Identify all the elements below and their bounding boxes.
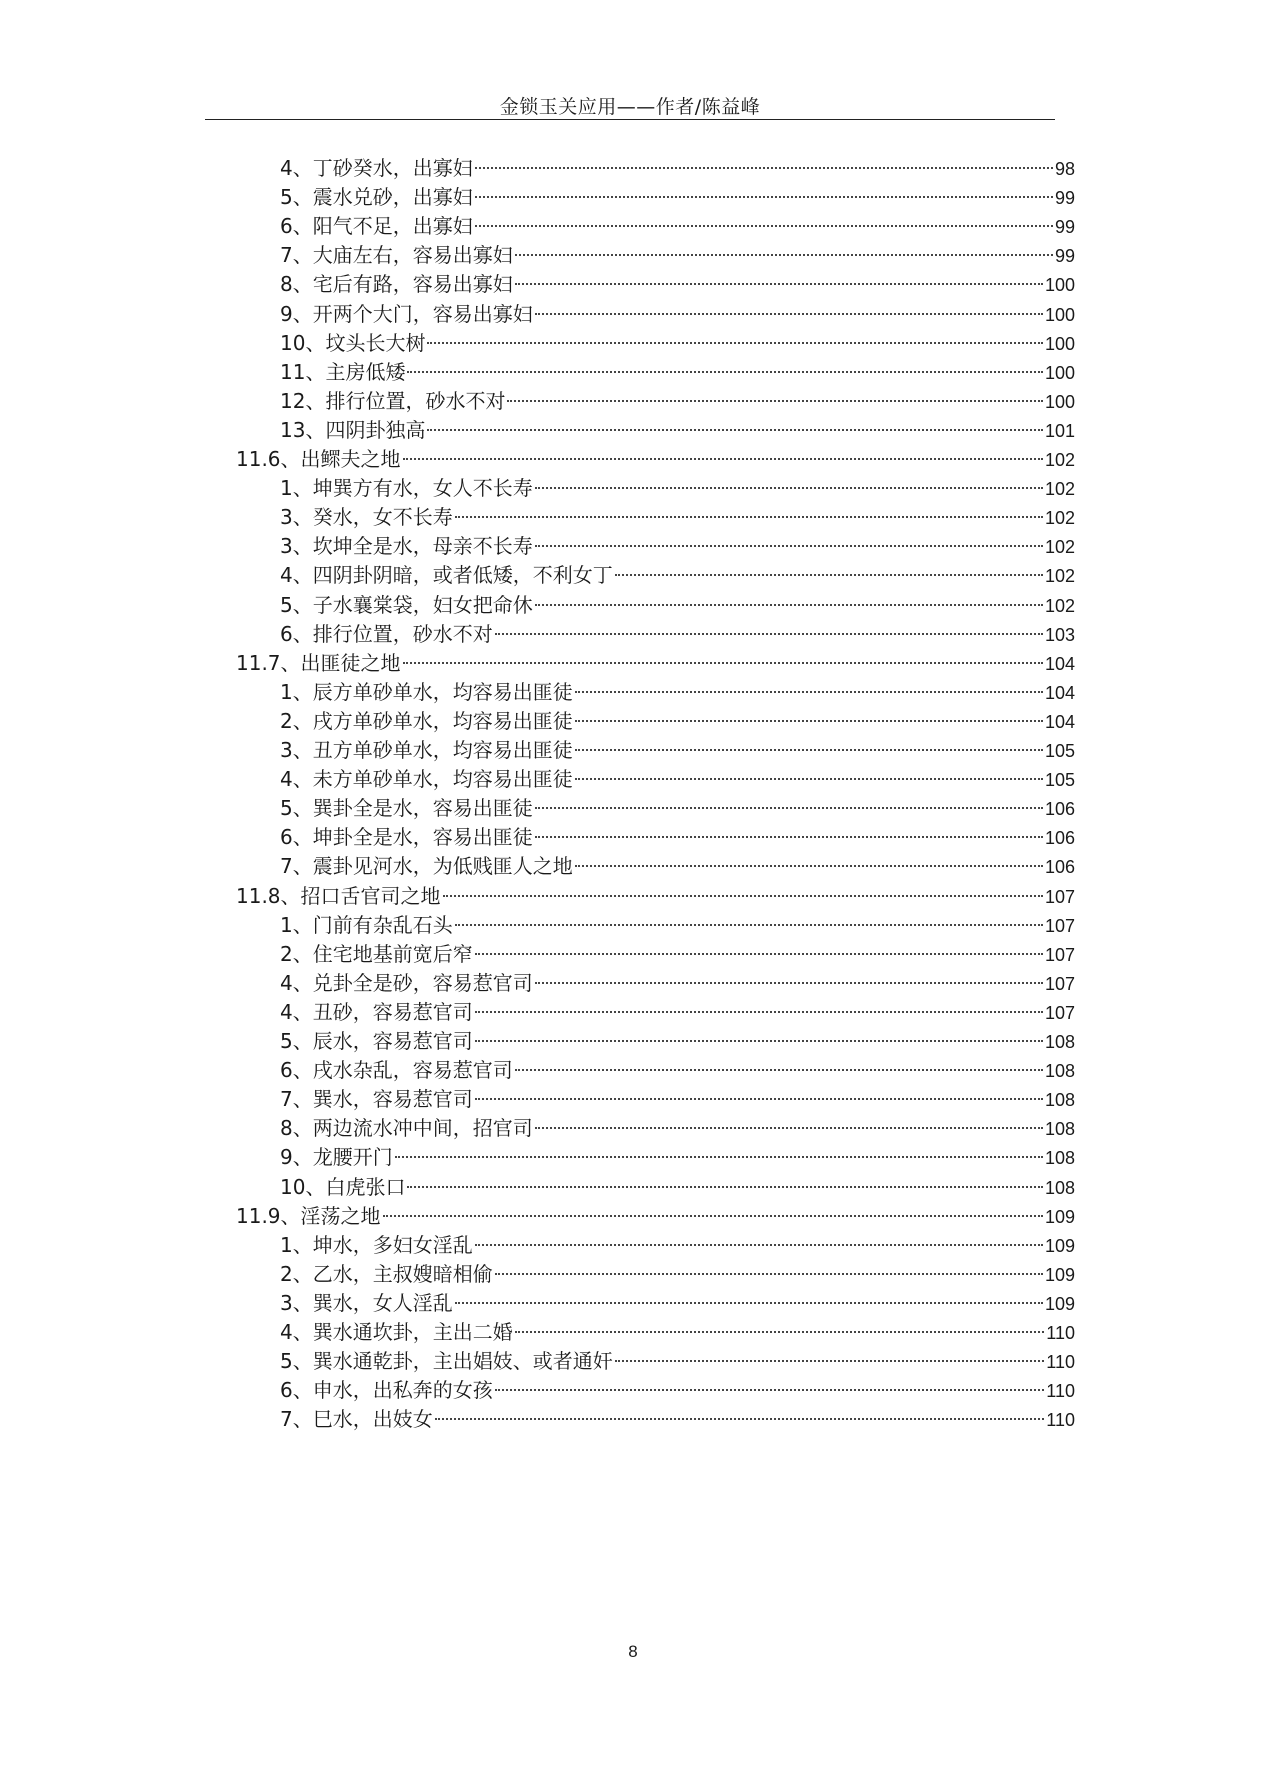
dot-leader — [443, 895, 1043, 897]
toc-entry-label: 3、巽水，女人淫乱 — [280, 1290, 453, 1315]
toc-entry-page: 104 — [1044, 711, 1075, 732]
toc-entry-page: 102 — [1044, 595, 1075, 616]
dot-leader — [535, 982, 1043, 984]
toc-entry-page: 107 — [1044, 973, 1075, 994]
toc-entry-page: 99 — [1054, 246, 1075, 267]
toc-entry[interactable] — [280, 268, 1075, 301]
toc-entry-page: 109 — [1044, 1235, 1075, 1256]
toc-entry[interactable] — [280, 385, 1075, 418]
toc-entry-page: 100 — [1044, 275, 1075, 296]
toc-entry-label: 11.6、出鳏夫之地 — [236, 447, 401, 471]
dot-leader — [475, 1011, 1043, 1013]
toc-entry-label: 1、坤水，多妇女淫乱 — [280, 1232, 473, 1257]
toc-entry-label: 3、坎坤全是水，母亲不长寿 — [280, 534, 533, 559]
toc-entry-page: 109 — [1044, 1206, 1075, 1227]
toc-entry-label: 5、子水襄棠袋，妇女把命休 — [280, 592, 533, 617]
toc-entry-label: 9、开两个大门，容易出寡妇 — [280, 301, 533, 326]
toc-entry[interactable] — [280, 414, 1075, 447]
toc-entry-label: 4、丑砂，容易惹官司 — [280, 999, 473, 1024]
toc-entry[interactable] — [280, 1141, 1075, 1174]
toc-entry-page: 101 — [1044, 420, 1075, 441]
toc-entry[interactable] — [280, 705, 1075, 738]
toc-entry-label: 3、癸水，女不长寿 — [280, 505, 453, 530]
toc-entry-page: 110 — [1046, 1381, 1075, 1402]
dot-leader — [455, 924, 1043, 926]
dot-leader — [475, 953, 1043, 955]
toc-entry-page: 108 — [1044, 1119, 1075, 1140]
dot-leader — [475, 1040, 1043, 1042]
page-number: 8 — [628, 1642, 638, 1661]
running-header: 金锁玉关应用——作者/陈益峰 — [499, 96, 761, 118]
dot-leader — [535, 545, 1043, 547]
toc-entry[interactable] — [280, 589, 1075, 622]
toc-entry-label: 7、巽水，容易惹官司 — [280, 1087, 473, 1112]
toc-entry[interactable] — [280, 763, 1075, 796]
toc-entry[interactable] — [280, 530, 1075, 563]
toc-entry-page: 105 — [1044, 770, 1075, 791]
dot-leader — [575, 749, 1043, 751]
toc-entry-page: 109 — [1044, 1293, 1075, 1314]
dot-leader — [427, 342, 1043, 344]
toc-entry-page: 108 — [1044, 1148, 1075, 1169]
toc-entry-page: 99 — [1054, 217, 1075, 238]
toc-entry[interactable] — [280, 1025, 1075, 1058]
toc-entry[interactable] — [280, 327, 1075, 360]
toc-entry-label: 6、申水，出私奔的女孩 — [280, 1378, 493, 1403]
dot-leader — [575, 778, 1043, 780]
dot-leader — [515, 1069, 1043, 1071]
toc-entry[interactable] — [280, 676, 1075, 709]
toc-entry-label: 6、阳气不足，出寡妇 — [280, 214, 473, 239]
toc-entry[interactable] — [280, 1374, 1075, 1407]
toc-entry-page: 102 — [1044, 566, 1075, 587]
toc-entry-label: 1、门前有杂乱石头 — [280, 912, 453, 937]
toc-section-entry[interactable] — [236, 443, 1075, 476]
dot-leader — [535, 313, 1043, 315]
toc-entry[interactable] — [280, 1316, 1075, 1349]
toc-entry-page: 106 — [1044, 828, 1075, 849]
toc-entry-page: 110 — [1046, 1352, 1075, 1373]
toc-entry-page: 104 — [1044, 682, 1075, 703]
toc-entry-label: 11.9、淫荡之地 — [236, 1203, 381, 1228]
toc-entry[interactable] — [280, 967, 1075, 1000]
dot-leader — [535, 1127, 1043, 1129]
toc-entry[interactable] — [280, 298, 1075, 331]
toc-entry[interactable] — [280, 1229, 1075, 1262]
dot-leader — [475, 196, 1053, 198]
toc-entry-page: 102 — [1044, 450, 1075, 470]
toc-entry[interactable] — [280, 938, 1075, 971]
toc-entry-page: 103 — [1044, 624, 1075, 645]
toc-entry-page: 100 — [1044, 333, 1075, 354]
dot-leader — [407, 1186, 1043, 1188]
dot-leader — [515, 254, 1053, 256]
dot-leader — [407, 371, 1043, 373]
dot-leader — [495, 1273, 1043, 1275]
toc-entry-page: 110 — [1046, 1410, 1075, 1431]
toc-section-entry[interactable] — [236, 1200, 1075, 1233]
toc-entry[interactable] — [280, 821, 1075, 854]
dot-leader — [515, 1331, 1045, 1333]
toc-entry-label: 3、丑方单砂单水，均容易出匪徒 — [280, 738, 573, 762]
dot-leader — [575, 691, 1043, 693]
toc-entry-label: 13、四阴卦独高 — [280, 417, 426, 442]
dot-leader — [455, 1302, 1043, 1304]
toc-entry[interactable] — [280, 1171, 1075, 1204]
toc-entry-page: 102 — [1044, 479, 1075, 500]
dot-leader — [507, 400, 1043, 402]
toc-entry-label: 1、坤巽方有水，女人不长寿 — [280, 476, 533, 501]
toc-entry-label: 5、巽卦全是水，容易出匪徒 — [280, 796, 533, 821]
toc-entry[interactable] — [280, 850, 1075, 883]
toc-entry-label: 7、震卦见河水，为低贱匪人之地 — [280, 854, 573, 879]
toc-entry-label: 11.8、招口舌官司之地 — [236, 883, 441, 908]
toc-entry-label: 6、排行位置，砂水不对 — [280, 621, 493, 646]
toc-entry-page: 104 — [1044, 653, 1075, 674]
toc-entry-page: 108 — [1044, 1061, 1075, 1082]
dot-leader — [475, 225, 1053, 227]
toc-entry-label: 2、住宅地基前宽后窄 — [280, 941, 473, 966]
toc-entry-label: 2、戌方单砂单水，均容易出匪徒 — [280, 708, 573, 733]
toc-entry[interactable] — [280, 1403, 1075, 1436]
toc-entry[interactable] — [280, 472, 1075, 505]
dot-leader — [615, 574, 1043, 576]
toc-entry-label: 10、坟头长大树 — [280, 330, 426, 355]
dot-leader — [395, 1156, 1043, 1158]
toc-entry-page: 106 — [1044, 857, 1075, 878]
toc-entry-page: 100 — [1044, 362, 1075, 383]
dot-leader — [535, 487, 1043, 489]
toc-entry[interactable] — [280, 1345, 1075, 1378]
dot-leader — [575, 865, 1043, 867]
toc-entry-page: 102 — [1044, 508, 1075, 529]
toc-entry[interactable] — [280, 909, 1075, 942]
dot-leader — [495, 633, 1043, 635]
dot-leader — [615, 1360, 1045, 1362]
toc-entry-label: 4、巽水通坎卦，主出二婚 — [280, 1320, 513, 1344]
toc-entry-page: 105 — [1044, 741, 1075, 761]
toc-entry-label: 8、宅后有路，容易出寡妇 — [280, 272, 513, 297]
toc-entry-label: 6、坤卦全是水，容易出匪徒 — [280, 825, 533, 850]
dot-leader — [455, 516, 1043, 518]
toc-entry-page: 107 — [1044, 915, 1075, 936]
toc-entry-page: 108 — [1044, 1177, 1075, 1198]
toc-entry-label: 7、大庙左右，容易出寡妇 — [280, 243, 513, 268]
toc-entry-label: 9、龙腰开门 — [280, 1145, 393, 1170]
toc-entry-page: 100 — [1044, 391, 1075, 412]
dot-leader — [383, 1215, 1043, 1217]
toc-entry[interactable] — [280, 1258, 1075, 1291]
toc-entry-page: 98 — [1054, 159, 1075, 179]
dot-leader — [575, 720, 1043, 722]
toc-entry-label: 4、未方单砂单水，均容易出匪徒 — [280, 767, 573, 792]
dot-leader — [427, 429, 1043, 431]
dot-leader — [475, 1244, 1043, 1246]
dot-leader — [475, 1098, 1043, 1100]
toc-entry[interactable] — [280, 181, 1075, 214]
toc-entry-page: 110 — [1046, 1323, 1075, 1343]
toc-entry[interactable] — [280, 501, 1075, 534]
toc-entry[interactable] — [280, 239, 1075, 272]
toc-entry-label: 11.7、出匪徒之地 — [236, 650, 401, 675]
dot-leader — [535, 604, 1043, 606]
toc-entry-page: 102 — [1044, 537, 1075, 558]
toc-section-entry[interactable] — [236, 647, 1075, 680]
toc-entry-page: 109 — [1044, 1264, 1075, 1285]
toc-entry-label: 4、四阴卦阴暗，或者低矮，不利女丁 — [280, 563, 613, 588]
toc-entry[interactable] — [280, 1287, 1075, 1320]
toc-entry-label: 11、主房低矮 — [280, 359, 406, 384]
toc-entry-label: 5、辰水，容易惹官司 — [280, 1029, 473, 1053]
toc-entry-page: 99 — [1054, 188, 1075, 209]
toc-entry-page: 107 — [1044, 944, 1075, 965]
toc-entry[interactable] — [280, 1054, 1075, 1087]
header-rule — [205, 119, 1055, 120]
toc-entry-label: 5、震水兑砂，出寡妇 — [280, 185, 473, 210]
toc-entry-label: 2、乙水，主叔嫂暗相偷 — [280, 1261, 493, 1286]
toc-entry-label: 1、辰方单砂单水，均容易出匪徒 — [280, 679, 573, 704]
toc-entry-label: 7、巳水，出妓女 — [280, 1407, 433, 1432]
dot-leader — [403, 458, 1043, 460]
toc-entry-label: 8、两边流水冲中间，招官司 — [280, 1116, 533, 1141]
dot-leader — [535, 836, 1043, 838]
toc-entry[interactable] — [280, 1112, 1075, 1145]
dot-leader — [515, 283, 1043, 285]
toc-entry[interactable] — [280, 152, 1075, 185]
toc-entry-label: 10、白虎张口 — [280, 1174, 406, 1199]
toc-entry[interactable] — [280, 559, 1075, 592]
toc-entry[interactable] — [280, 996, 1075, 1029]
toc-entry[interactable] — [280, 618, 1075, 651]
toc-entry-label: 5、巽水通乾卦，主出娼妓、或者通奸 — [280, 1349, 613, 1374]
toc-entry[interactable] — [280, 356, 1075, 389]
toc-entry-label: 12、排行位置，砂水不对 — [280, 388, 506, 413]
toc-entry-page: 106 — [1044, 799, 1075, 820]
toc-entry-page: 108 — [1044, 1032, 1075, 1052]
toc-entry-label: 4、兑卦全是砂，容易惹官司 — [280, 970, 533, 995]
toc-entry-page: 108 — [1044, 1090, 1075, 1111]
toc-entry[interactable] — [280, 1083, 1075, 1116]
dot-leader — [403, 662, 1043, 664]
toc-entry-page: 107 — [1044, 1002, 1075, 1023]
toc-entry-label: 6、戌水杂乱，容易惹官司 — [280, 1058, 513, 1083]
dot-leader — [435, 1418, 1045, 1420]
toc-entry-label: 4、丁砂癸水，出寡妇 — [280, 156, 473, 180]
toc-entry[interactable] — [280, 792, 1075, 825]
toc-entry-page: 100 — [1044, 304, 1075, 325]
dot-leader — [535, 807, 1043, 809]
toc-entry[interactable] — [280, 210, 1075, 243]
dot-leader — [495, 1389, 1045, 1391]
toc-entry[interactable] — [280, 734, 1075, 767]
toc-section-entry[interactable] — [236, 880, 1075, 913]
dot-leader — [475, 167, 1053, 169]
toc-entry-page: 107 — [1044, 886, 1075, 907]
